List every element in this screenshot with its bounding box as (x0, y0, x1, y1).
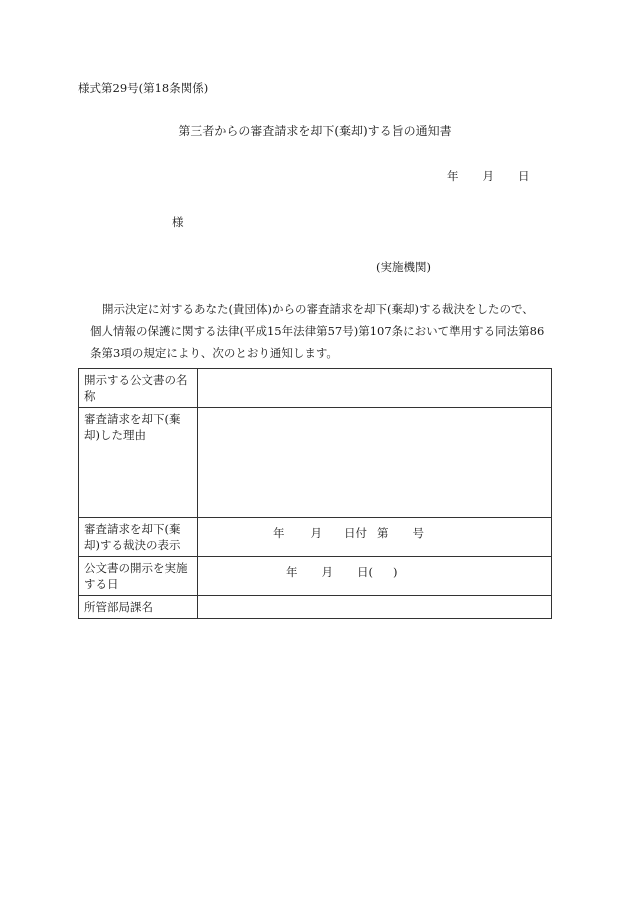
table-row (79, 369, 552, 408)
disclosure-day: 日( (357, 565, 373, 579)
addressee-suffix: 様 (172, 215, 184, 229)
form-number: 様式第29号(第18条関係) (78, 81, 209, 95)
value-ruling-display (198, 518, 552, 557)
table-row (79, 408, 552, 518)
value-disclosure-date (198, 557, 552, 596)
table-row (79, 557, 552, 596)
ruling-number-prefix: 第 (377, 526, 389, 540)
notice-body (90, 298, 560, 364)
table-row (79, 596, 552, 619)
value-document-name (198, 369, 552, 408)
implementing-agency: (実施機関) (376, 260, 431, 274)
ruling-day: 日付 (344, 526, 367, 540)
label-document-name: 開示する公文書の名称 (79, 369, 198, 408)
label-disclosure-date: 公文書の開示を実施する日 (79, 557, 198, 596)
ruling-month: 月 (310, 526, 322, 540)
disclosure-year: 年 (286, 565, 298, 579)
notice-table (78, 368, 552, 619)
label-ruling-display: 審査請求を却下(棄却)する裁決の表示 (79, 518, 198, 557)
value-department (198, 596, 552, 619)
label-dismissal-reason: 審査請求を却下(棄却)した理由 (79, 408, 198, 518)
ruling-number-suffix: 号 (412, 526, 424, 540)
issue-date (447, 168, 530, 184)
disclosure-paren-close: ) (393, 565, 398, 579)
document-title: 第三者からの審査請求を却下(棄却)する旨の通知書 (178, 124, 452, 138)
body-line-2: 個人情報の保護に関する法律(平成15年法律第57号)第107条において準用する同法第86 (90, 324, 545, 338)
ruling-year: 年 (273, 526, 285, 540)
body-line-3: 条第3項の規定により、次のとおり通知します。 (90, 346, 338, 360)
date-month: 月 (482, 169, 494, 183)
body-line-1: 開示決定に対するあなた(貴団体)からの審査請求を却下(棄却)する裁決をしたので、 (102, 302, 534, 316)
label-department: 所管部局課名 (79, 596, 198, 619)
disclosure-month: 月 (321, 565, 333, 579)
date-day: 日 (518, 169, 530, 183)
value-dismissal-reason (198, 408, 552, 518)
date-year: 年 (447, 169, 459, 183)
table-row (79, 518, 552, 557)
